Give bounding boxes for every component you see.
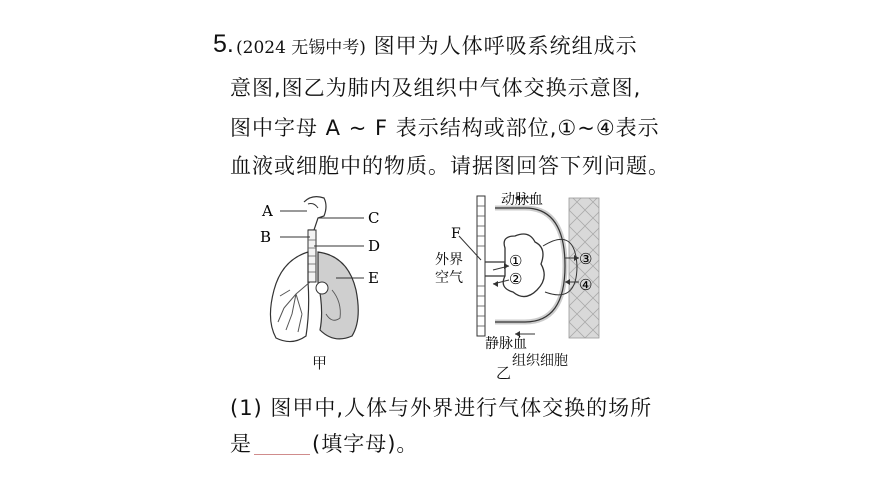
figure-a-caption: 甲 xyxy=(312,354,328,372)
respiratory-system-figure xyxy=(252,190,402,375)
sub-question-1-answer-line xyxy=(230,428,418,458)
label-c: C xyxy=(368,209,380,227)
question-line-4: 血液或细胞中的物质。请据图回答下列问题。 xyxy=(230,154,670,178)
question-line-2: 意图,图乙为肺内及组织中气体交换示意图, xyxy=(230,76,642,100)
question-line-3: 图中字母 A ~ F 表示结构或部位,①~④表示 xyxy=(230,116,660,140)
question-line-1 xyxy=(236,30,638,60)
label-substance-4: ④ xyxy=(579,276,593,294)
label-f: F xyxy=(451,226,461,242)
question-source: (2024 无锡中考) xyxy=(236,38,366,58)
label-vein-blood: 静脉血 xyxy=(485,336,527,352)
label-outside-air-1: 外界 xyxy=(435,252,463,268)
gas-exchange-figure xyxy=(425,186,625,356)
label-d: D xyxy=(368,237,381,255)
answer-prefix: 是 xyxy=(230,432,252,456)
label-artery-blood: 动脉血 xyxy=(501,192,543,208)
sub-question-1: (1) 图甲中,人体与外界进行气体交换的场所 xyxy=(230,396,653,420)
label-substance-1: ① xyxy=(509,252,523,270)
answer-suffix: (填字母)。 xyxy=(312,432,419,456)
answer-blank[interactable] xyxy=(254,434,310,455)
figure-b-caption: 乙 xyxy=(496,364,512,382)
label-tissue-cells: 组织细胞 xyxy=(512,353,568,369)
label-e: E xyxy=(368,269,379,287)
label-substance-2: ② xyxy=(509,270,523,288)
label-outside-air-2: 空气 xyxy=(435,270,463,286)
label-substance-3: ③ xyxy=(579,250,593,268)
question-number: 5. xyxy=(213,30,234,58)
label-a: A xyxy=(262,202,273,220)
label-b: B xyxy=(260,228,272,246)
question-line-1-text: 图甲为人体呼吸系统组成示 xyxy=(373,34,638,58)
